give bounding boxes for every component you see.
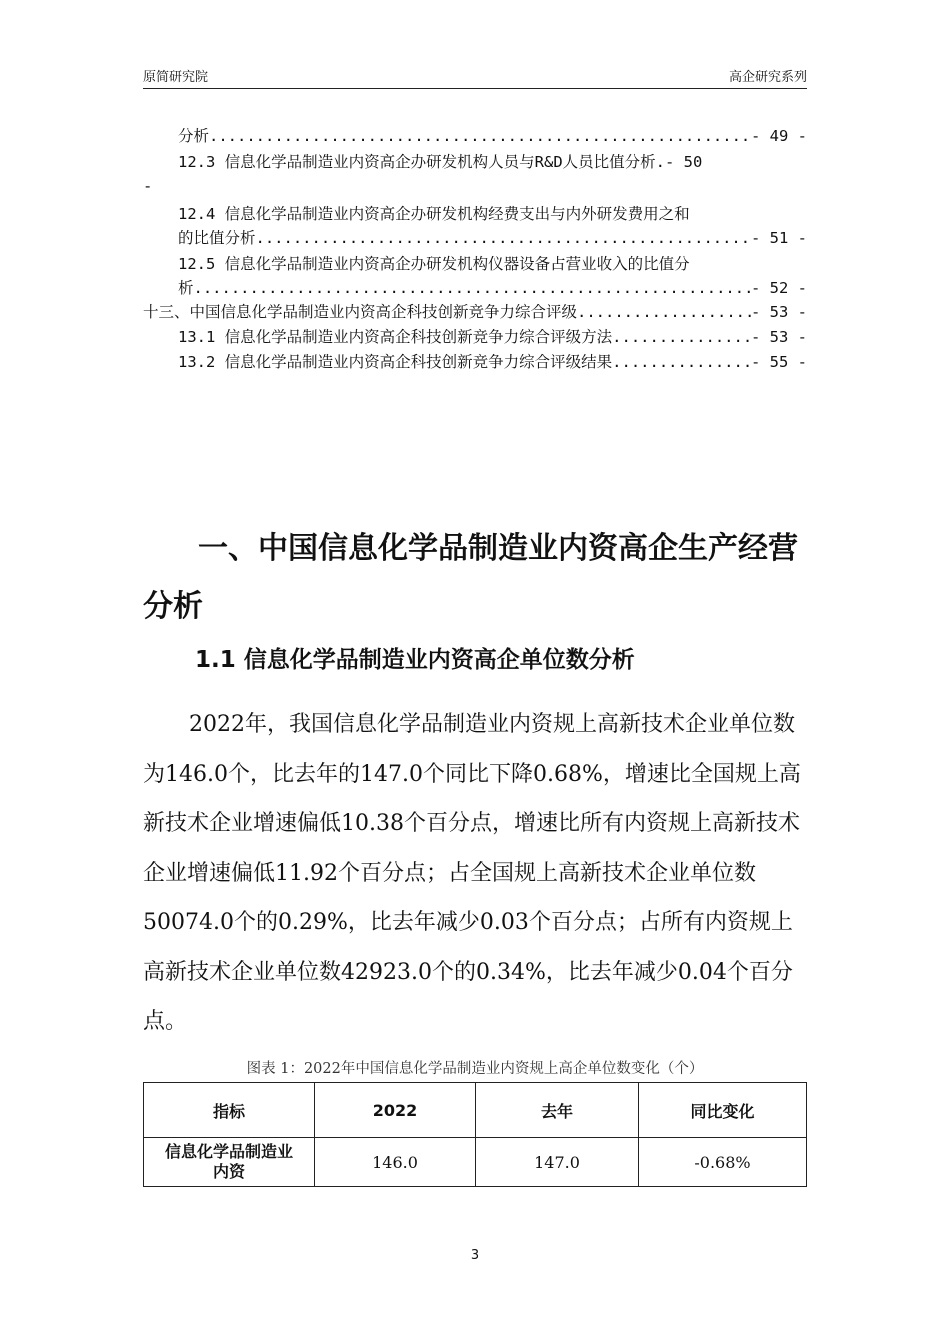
toc-leader-dots [194, 276, 751, 300]
toc-entry-text: 析 [178, 279, 194, 297]
table-row [144, 1138, 807, 1187]
toc-leader-dots [577, 300, 751, 324]
toc-entry-text: 13.1 信息化学品制造业内资高企科技创新竞争力综合评级方法 [178, 328, 613, 346]
toc-page-number: - 53 - [751, 328, 807, 346]
toc-entry-text: 十三、中国信息化学品制造业内资高企科技创新竞争力综合评级 [143, 303, 578, 321]
toc-entry[interactable] [178, 325, 807, 349]
toc-page-number: - 55 - [751, 353, 807, 371]
table-cell: 147.0 [476, 1138, 639, 1187]
toc-entry-continued[interactable] [178, 226, 807, 250]
toc-page-number: - 49 - [751, 127, 807, 145]
table-caption: 图表 1：2022年中国信息化学品制造业内资规上高企单位数变化（个） [246, 1061, 704, 1077]
toc-chapter-entry[interactable] [143, 300, 807, 324]
toc-entry-text: 13.2 信息化学品制造业内资高企科技创新竞争力综合评级结果 [178, 353, 613, 371]
body-paragraph [143, 700, 807, 1047]
toc-entry[interactable] [178, 350, 807, 374]
row-label: 信息化学品制造业内资 [144, 1138, 315, 1187]
toc-entry[interactable] [178, 124, 807, 148]
section-heading-text: 一、中国信息化学品制造业内资高企生产经营分析 [143, 531, 798, 624]
toc-leader-dots [209, 124, 751, 148]
toc-leader-dots [612, 350, 751, 374]
toc-entry-continued[interactable] [178, 276, 807, 300]
table-header-row [144, 1083, 807, 1138]
toc-entry-wrap: - [143, 177, 153, 195]
page-number: 3 [470, 1248, 480, 1263]
data-table [143, 1082, 807, 1187]
toc-page-number: - 52 - [751, 279, 807, 297]
column-header: 2022 [315, 1083, 476, 1138]
toc-entry-text: 分析 [178, 127, 210, 145]
page-header [143, 62, 807, 89]
column-header: 去年 [476, 1083, 639, 1138]
toc-entry[interactable]: 12.5 信息化学品制造业内资高企办研发机构仪器设备占营业收入的比值分 [178, 255, 690, 273]
body-paragraph-text: 2022年，我国信息化学品制造业内资规上高新技术企业单位数为146.0个，比去年的147.0个同比下降0.68%，增速比全国规上高新技术企业增速偏低10.38个百分点，增速比所有内资规上高新技术企业增速偏低11.92个百分点；占全国规上高新技术企业单位数50074.0个的0.29%，比去年减少0.03个百分点；占所有内资规上高新技术企业单位数42923.0个的0.34%，比去年减少0.04个百分点。 [143, 712, 801, 1034]
toc-leader-dots [256, 226, 751, 250]
table-cell: 146.0 [315, 1138, 476, 1187]
toc-entry[interactable]: 12.3 信息化学品制造业内资高企办研发机构人员与R&D人员比值分析.- 50 [178, 153, 703, 171]
column-header: 同比变化 [639, 1083, 807, 1138]
toc-entry[interactable]: 12.4 信息化学品制造业内资高企办研发机构经费支出与内外研发费用之和 [178, 205, 690, 223]
toc-entry-text: 的比值分析 [178, 229, 256, 247]
toc-page-number: - 51 - [751, 229, 807, 247]
header-series: 高企研究系列 [728, 70, 807, 85]
table-cell: -0.68% [639, 1138, 807, 1187]
toc-page-number: - 53 - [751, 303, 807, 321]
column-header: 指标 [144, 1083, 315, 1138]
subsection-heading: 1.1 信息化学品制造业内资高企单位数分析 [195, 647, 635, 673]
toc-leader-dots [612, 325, 751, 349]
header-org: 原简研究院 [143, 70, 209, 85]
section-heading [143, 520, 807, 636]
